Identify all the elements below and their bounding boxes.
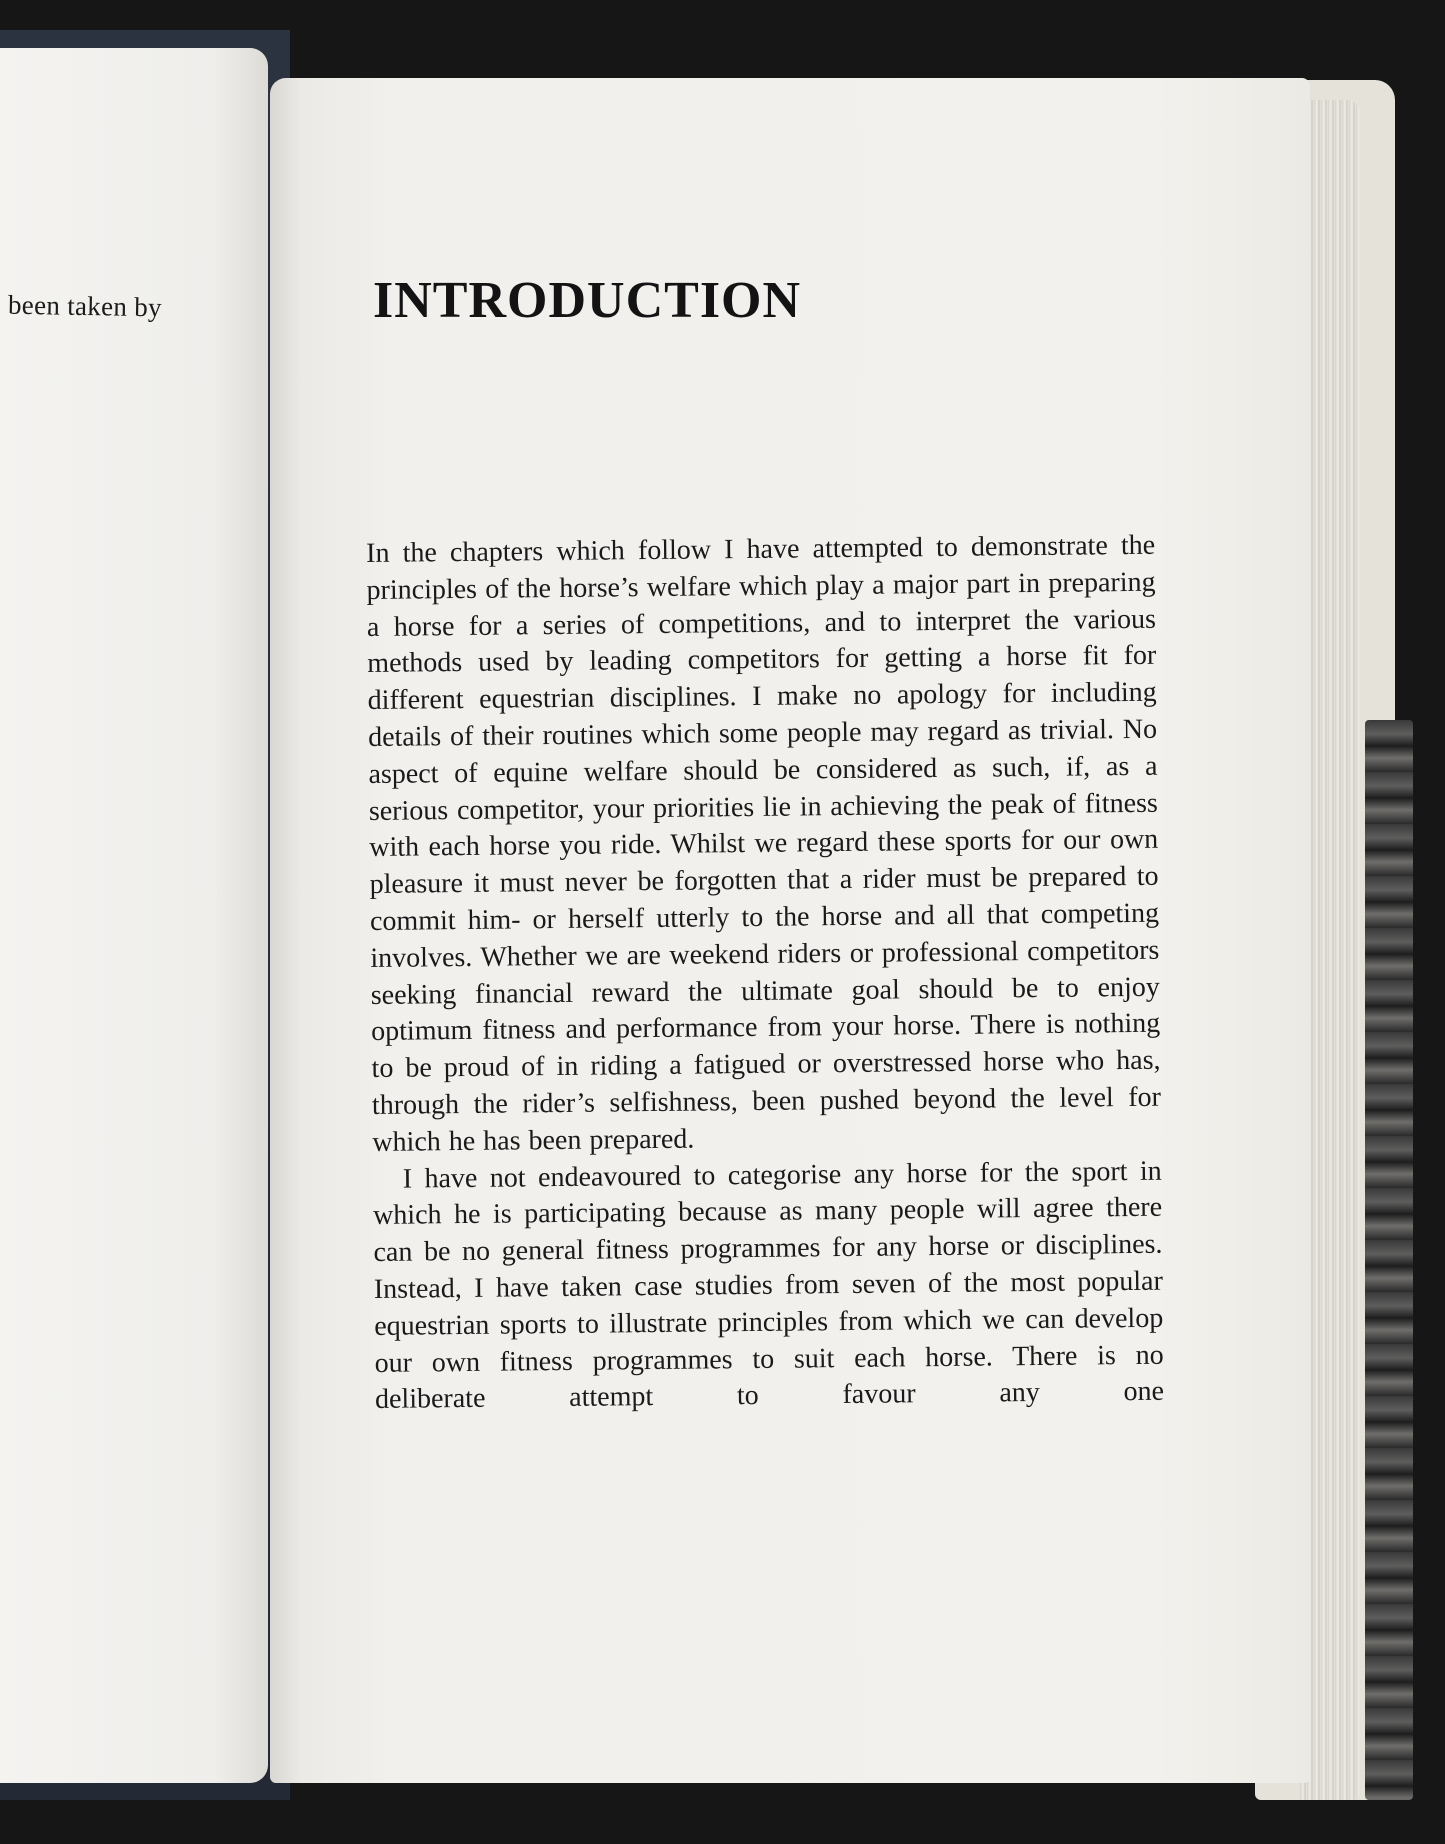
right-page <box>270 78 1310 1783</box>
paragraph-2: I have not endeavoured to categorise any horse for the sport in which he is participating because as many people will agree there can be no general fitness programmes for any horse or disciplines. Instead, I have taken case studies from seven of the most popular equestrian sports to illustrate principles from which we can develop our own fitness programmes to suit each horse. There is no deliberate attempt to favour any one <box>372 1155 1165 1416</box>
body-text <box>366 528 1164 1419</box>
paragraph-1: In the chapters which follow I have attempted to demonstrate the principles of the horse’s welfare which play a major part in preparing a horse for a series of competitions, and to interpret the various methods used by leading competitors for getting a horse fit for different equestrian disciplines. I make no apology for including details of their routines which some people may regard as trivial. No aspect of equine welfare should be considered as such, if, as a serious competitor, your priorities lie in achieving the peak of fitness with each horse you ride. Whilst we regard these sports for our own pleasure it must never be forgotten that a rider must be prepared to commit him- or herself utterly to the horse and all that competing involves. Whether we are weekend riders or professional competitors seeking financial reward the ultimate goal should be to enjoy optimum fitness and performance from your horse. There is nothing to be proud of in riding a fatigued or overstressed horse who has, through the rider’s selfishness, been pushed beyond the level for which he has been prepared. <box>366 529 1162 1158</box>
photo-page-edge <box>1365 720 1413 1800</box>
chapter-title: INTRODUCTION <box>373 272 802 329</box>
left-page <box>0 48 268 1783</box>
left-page-text-fragment: been taken by <box>7 289 163 323</box>
